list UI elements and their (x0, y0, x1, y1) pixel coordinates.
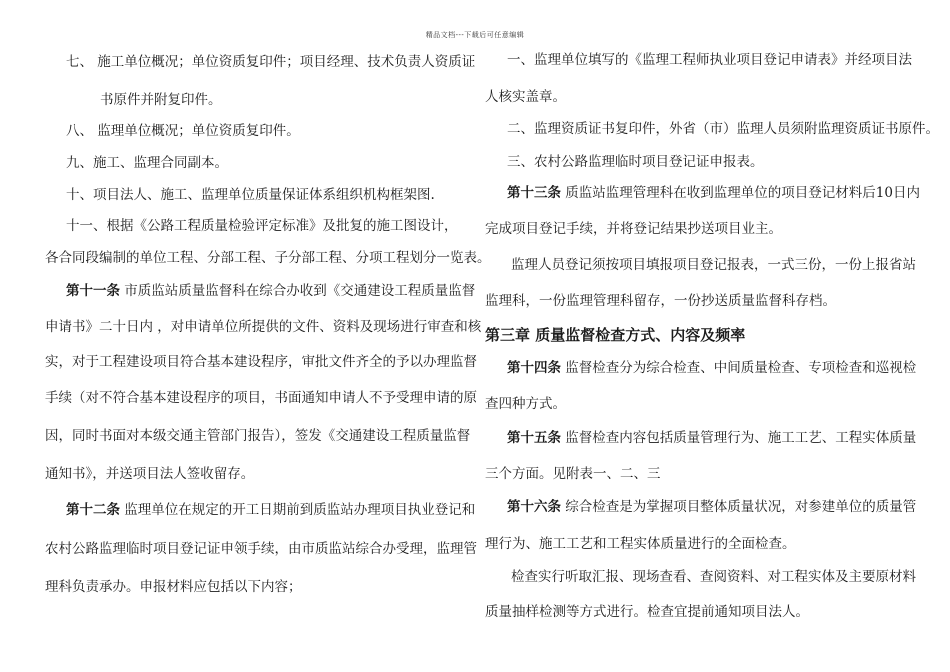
article-15 (507, 429, 916, 447)
paragraph-line: 各合同段编制的单位工程、分部工程、子分部工程、分项工程划分一览表。 (45, 250, 491, 266)
paragraph-line: 监理科，一份监理管理科留存，一份抄送质量监督科存档。 (485, 293, 836, 309)
paragraph-line: 三、农村公路监理临时项目登记证申报表。 (507, 154, 764, 170)
article-text: 综合检查是为掌握项目整体质量状况，对参建单位的质量管 (561, 499, 917, 515)
paragraph-line: 质量抽样检测等方式进行。检查宜提前通知项目法人。 (485, 604, 809, 620)
article-text: 监督检查分为综合检查、中间质量检查、专项检查和巡视检 (561, 360, 917, 376)
article-label: 第十六条 (507, 499, 561, 515)
paragraph-line: 三个方面。见附表一、二、三 (485, 466, 661, 482)
paragraph-line: 十一、根据《公路工程质量检验评定标准》及批复的施工图设计， (66, 218, 458, 234)
paragraph-line: 一、监理单位填写的《监理工程师执业项目登记申请表》并经项目法 (507, 52, 912, 68)
paragraph-line: 十、项目法人、施工、监理单位质量保证体系组织机构框架图. (66, 187, 435, 203)
paragraph-line: 实，对于工程建设项目符合基本建设程序，审批文件齐全的予以办理监督 (45, 354, 477, 370)
paragraph-line: 通知书》，并送项目法人签收留存。 (45, 466, 255, 482)
article-14 (507, 359, 916, 377)
paragraph-line: 申请书》二十日内 ，对申请单位所提供的文件、资料及现场进行审查和核 (45, 319, 482, 335)
article-11 (66, 282, 475, 300)
paragraph-line: 查四种方式。 (485, 396, 566, 412)
article-label: 第十一条 (66, 283, 120, 299)
paragraph-line: 八、 监理单位概况；单位资质复印件。 (66, 123, 300, 139)
paragraph-line: 完成项目登记手续，并将登记结果抄送项目业主。 (485, 221, 782, 237)
article-label: 第十三条 (507, 185, 561, 201)
paragraph-line: 九、施工、监理合同副本。 (66, 155, 228, 171)
article-12 (66, 501, 475, 519)
article-13 (507, 184, 920, 202)
article-text: 质监站监理管理科在收到监理单位的项目登记材料后10日内 (561, 185, 920, 201)
article-text: 监督检查内容包括质量管理行为、施工工艺、工程实体质量 (561, 430, 917, 446)
paragraph-line: 因，同时书面对本级交通主管部门报告），签发《交通建设工程质量监督 (45, 428, 471, 444)
paragraph-line: 农村公路监理临时项目登记证申领手续，由市质监站综合办受理，监理管 (45, 541, 477, 557)
paragraph-line: 二、监理资质证书复印件，外省（市）监理人员须附监理资质证书原件。 (507, 121, 939, 137)
page-header: 精品文档---下载后可任意编辑 (425, 31, 525, 39)
paragraph-line: 理行为、施工工艺和工程实体质量进行的全面检查。 (485, 536, 796, 552)
article-label: 第十四条 (507, 360, 561, 376)
paragraph-line: 人核实盖章。 (485, 89, 566, 105)
paragraph-line: 监理人员登记须按项目填报项目登记报表，一式三份，一份上报省站 (511, 257, 916, 273)
paragraph-line: 七、 施工单位概况；单位资质复印件；项目经理、技术负责人资质证 (66, 54, 476, 70)
article-text: 市质监站质量监督科在综合办收到《交通建设工程质量监督 (120, 283, 476, 299)
chapter-heading: 第三章 质量监督检查方式、内容及频率 (485, 326, 746, 344)
article-16 (507, 498, 916, 516)
paragraph-line: 手续（对不符合基本建设程序的项目，书面通知申请人不予受理申请的原 (45, 390, 477, 406)
paragraph-line: 书原件并附复印件。 (100, 92, 222, 108)
paragraph-line: 检查实行听取汇报、现场查看、查阅资料、对工程实体及主要原材料 (511, 569, 916, 585)
article-label: 第十二条 (66, 502, 120, 518)
paragraph-line: 理科负责承办。申报材料应包括以下内容； (45, 579, 302, 595)
article-text: 监理单位在规定的开工日期前到质监站办理项目执业登记和 (120, 502, 476, 518)
article-label: 第十五条 (507, 430, 561, 446)
